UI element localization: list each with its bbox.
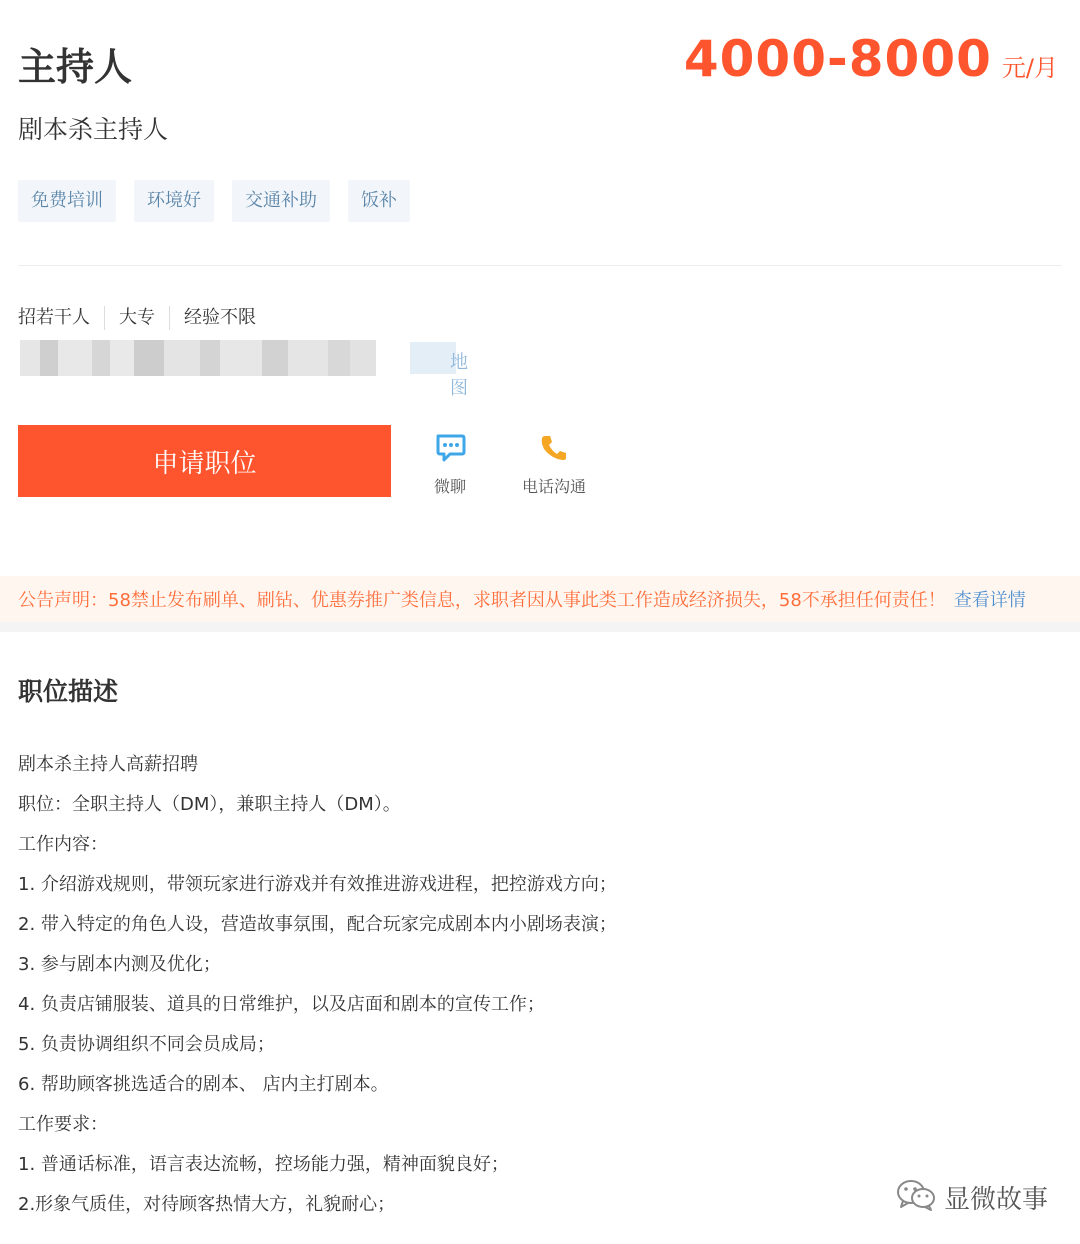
- job-description: [18, 750, 617, 1230]
- divider: [18, 265, 1062, 266]
- section-separator: [0, 622, 1080, 632]
- headcount: 招若干人: [18, 307, 90, 328]
- salary: [684, 30, 1058, 88]
- phone-button[interactable]: [522, 432, 586, 497]
- description-line: 5. 负责协调组织不同会员成局；: [18, 1034, 275, 1055]
- salary-value: 4000-8000: [683, 30, 992, 88]
- chat-bubble-icon: [434, 432, 466, 468]
- description-line: 工作要求：: [18, 1114, 108, 1135]
- apply-button[interactable]: 申请职位: [18, 425, 391, 497]
- description-line: 2.形象气质佳，对待顾客热情大方，礼貌耐心；: [18, 1194, 396, 1215]
- description-line: 2. 带入特定的角色人设，营造故事氛围，配合玩家完成剧本内小剧场表演；: [18, 914, 617, 935]
- description-line: 剧本杀主持人高薪招聘: [18, 754, 198, 775]
- description-line: 1. 普通话标准，语言表达流畅，控场能力强，精神面貌良好；: [18, 1154, 509, 1175]
- chat-button[interactable]: [434, 432, 466, 497]
- job-requirements-summary: [18, 306, 270, 330]
- watermark: [896, 1178, 1048, 1216]
- benefit-tag: 环境好: [134, 180, 214, 222]
- map-link-label: 地图: [450, 352, 468, 399]
- notice-text: 公告声明：58禁止发布刷单、刷钻、优惠券推广类信息，求职者因从事此类工作造成经济损失，58不承担任何责任！: [18, 590, 946, 611]
- notice-banner: [0, 576, 1080, 622]
- address-row: [20, 340, 500, 399]
- notice-details-link[interactable]: 查看详情: [953, 590, 1026, 611]
- education: 大专: [104, 306, 169, 330]
- description-line: 3. 参与剧本内测及优化；: [18, 954, 221, 975]
- phone-label: 电话沟通: [522, 477, 587, 496]
- job-title: 主持人: [18, 45, 133, 89]
- section-title: 职位描述: [18, 677, 119, 706]
- description-line: 工作内容：: [18, 834, 108, 855]
- description-line: 职位：全职主持人（DM），兼职主持人（DM）。: [18, 794, 401, 815]
- phone-icon: [538, 432, 570, 468]
- benefit-tag: 饭补: [348, 180, 410, 222]
- benefit-tag: 交通补助: [232, 180, 330, 222]
- description-line: 1. 介绍游戏规则，带领玩家进行游戏并有效推进游戏进程，把控游戏方向；: [18, 874, 617, 895]
- map-link[interactable]: [410, 340, 485, 399]
- salary-unit: 元/月: [1001, 54, 1058, 82]
- job-subtitle: 剧本杀主持人: [18, 115, 169, 144]
- chat-label: 微聊: [434, 477, 467, 496]
- wechat-icon: [896, 1178, 936, 1216]
- description-line: 4. 负责店铺服装、道具的日常维护，以及店面和剧本的宣传工作；: [18, 994, 545, 1015]
- watermark-text: 显微故事: [943, 1184, 1048, 1215]
- description-line: 6. 帮助顾客挑选适合的剧本、 店内主打剧本。: [18, 1074, 389, 1095]
- benefit-tag: 免费培训: [18, 180, 116, 222]
- benefit-tags: [18, 180, 410, 222]
- experience: 经验不限: [169, 306, 270, 330]
